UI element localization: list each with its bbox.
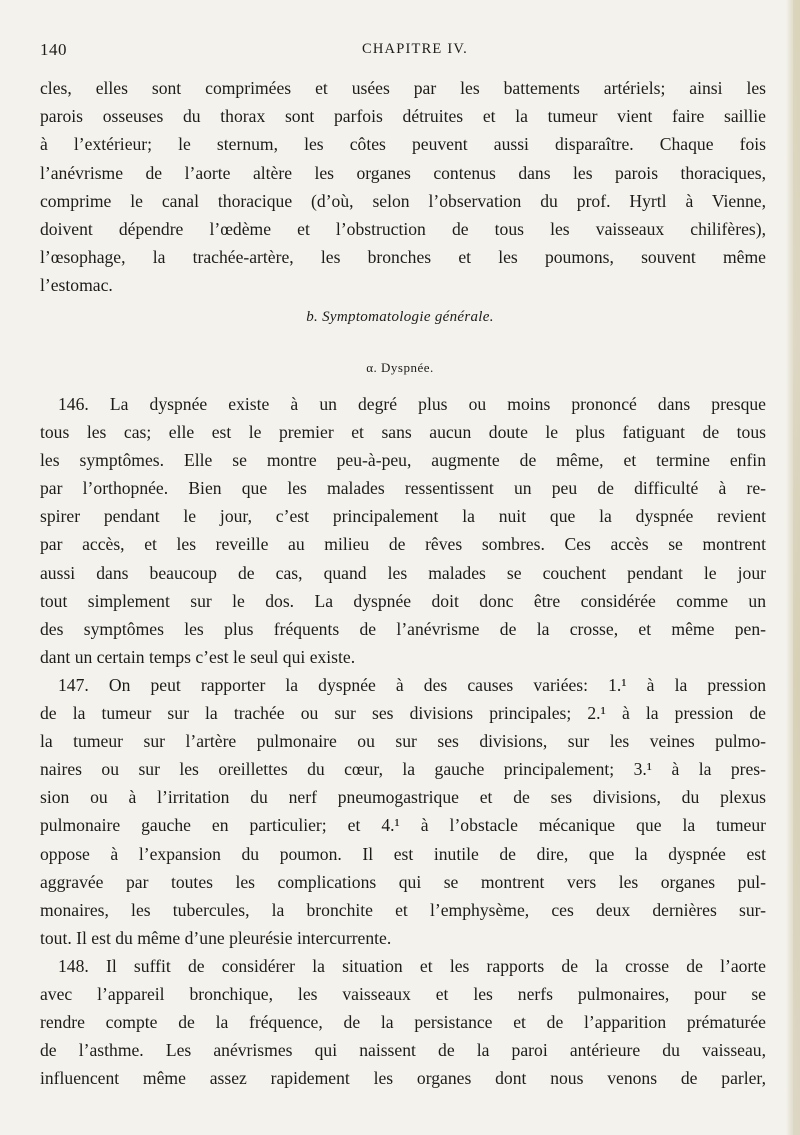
text-line: aggravée par toutes les complications qui se montrent vers les organes pul- — [40, 871, 766, 892]
text-line: spirer pendant le jour, c’est principalement la nuit que la dyspnée revient — [40, 506, 766, 527]
text-line: l’estomac. — [40, 275, 113, 296]
text-line: monaires, les tubercules, la bronchite et l’emphysème, ces deux dernières sur- — [40, 899, 766, 920]
subsection-heading: α. Dyspnée. — [366, 360, 434, 375]
text-line: dant un certain temps c’est le seul qui existe. — [40, 646, 356, 667]
page-edge-stain — [793, 0, 800, 1135]
text-line: influencent même assez rapidement les organes dont nous venons de parler, — [40, 1068, 766, 1089]
text-line: tout. Il est du même d’une pleurésie intercurrente. — [40, 927, 392, 948]
text-line: des symptômes les plus fréquents de l’anévrisme de la crosse, et même pen- — [40, 618, 766, 639]
text-line: 147. On peut rapporter la dyspnée à des causes variées: 1.¹ à la pression — [58, 674, 766, 695]
text-line: l’anévrisme de l’aorte altère les organes contenus dans les parois thoraciques, — [40, 162, 766, 183]
text-line: comprime le canal thoracique (d’où, selon l’observation du prof. Hyrtl à Vienne, — [40, 190, 766, 211]
text-line: par accès, et les reveille au milieu de rêves sombres. Ces accès se montrent — [40, 534, 766, 555]
chapter-title: CHAPITRE IV. — [362, 41, 468, 57]
text-line: de l’asthme. Les anévrismes qui naissent de la paroi antérieure du vaisseau, — [40, 1040, 766, 1061]
text-line: doivent dépendre l’œdème et l’obstruction de tous les vaisseaux chilifères), — [40, 218, 766, 239]
text-line: par l’orthopnée. Bien que les malades ressentissent un peu de difficulté à re- — [40, 478, 766, 499]
text-line: 146. La dyspnée existe à un degré plus ou moins prononcé dans presque — [58, 394, 766, 414]
text-line: la tumeur sur l’artère pulmonaire ou sur ses divisions, sur les veines pulmo- — [40, 731, 766, 752]
running-head — [36, 40, 764, 62]
text-line: parois osseuses du thorax sont parfois détruites et la tumeur vient faire saillie — [40, 106, 766, 127]
text-line: pulmonaire gauche en particulier; et 4.¹ à l’obstacle mécanique que la tumeur — [40, 815, 766, 836]
text-line: 148. Il suffit de considérer la situation et les rapports de la crosse de l’aorte — [58, 955, 766, 976]
text-line: oppose à l’expansion du poumon. Il est inutile de dire, que la dyspnée est — [40, 843, 766, 864]
intro-paragraph — [40, 74, 766, 300]
text-line: de la tumeur sur la trachée ou sur ses divisions principales; 2.¹ à la pression de — [40, 703, 766, 724]
text-line: à l’extérieur; le sternum, les côtes peuvent aussi disparaître. Chaque fois — [40, 134, 766, 155]
text-line: l’œsophage, la trachée-artère, les bronches et les poumons, souvent même — [40, 247, 766, 268]
main-text — [40, 390, 766, 1092]
text-line: sion ou à l’irritation du nerf pneumogastrique et de ses divisions, du plexus — [40, 787, 766, 808]
text-line: tout simplement sur le dos. La dyspnée doit donc être considérée comme un — [40, 590, 766, 611]
text-line: les symptômes. Elle se montre peu-à-peu, augmente de même, et termine enfin — [40, 450, 766, 471]
text-line: naires ou sur les oreillettes du cœur, la gauche principalement; 3.¹ à la pres- — [40, 759, 766, 780]
text-line: cles, elles sont comprimées et usées par les battements artériels; ainsi les — [40, 78, 766, 98]
text-line: avec l’appareil bronchique, les vaisseaux et les nerfs pulmonaires, pour se — [40, 983, 766, 1004]
section-heading: b. Symptomatologie générale. — [306, 309, 494, 325]
text-line: tous les cas; elle est le premier et sans aucun doute le plus fatiguant de tous — [40, 422, 766, 443]
text-line: aussi dans beaucoup de cas, quand les malades se couchent pendant le jour — [40, 562, 766, 583]
text-line: rendre compte de la fréquence, de la persistance et de l’apparition prématurée — [40, 1012, 766, 1033]
page-number: 140 — [40, 40, 67, 59]
